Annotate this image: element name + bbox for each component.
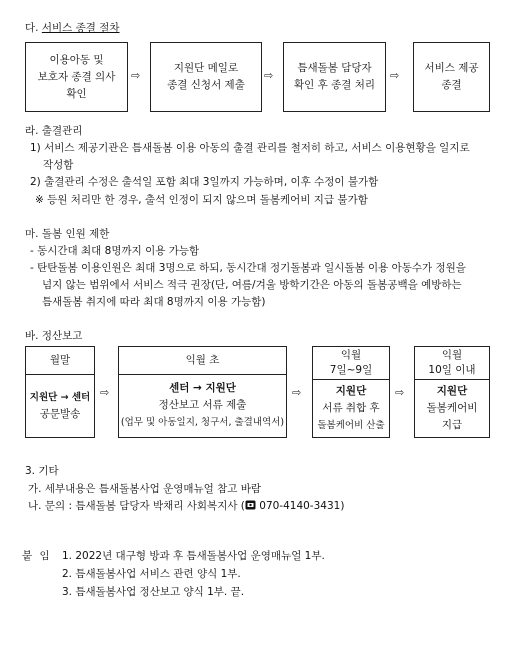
section-title: 서비스 종결 절차 xyxy=(41,22,120,34)
step-line: 종결 신청서 제출 xyxy=(167,79,245,91)
step-action: 공문발송 xyxy=(39,407,81,420)
attachment-item: 3. 틈새돌봄사업 정산보고 양식 1부. 끝. xyxy=(62,586,245,598)
closure-step-2 xyxy=(150,42,262,112)
section-heading-closure xyxy=(25,20,120,35)
other-item-ga: 가. 세부내용은 틈새돌봄사업 운영매뉴얼 참고 바람 xyxy=(28,483,262,495)
attendance-note: ※ 등원 처리만 한 경우, 출석 인정이 되지 않으며 돌봄케어비 지급 불가함 xyxy=(35,194,368,206)
contact-text: 나. 문의 : 틈새돌봄 담당자 박채리 사회복지사 ( xyxy=(28,500,245,512)
step-line: 서비스 제공 xyxy=(424,62,479,74)
step-timing: 익월 초 xyxy=(185,354,220,366)
attachment-item: 1. 2022년 대구형 방과 후 틈새돌봄사업 운영매뉴얼 1부. xyxy=(62,550,325,562)
closure-step-1 xyxy=(25,42,128,112)
settlement-step-2 xyxy=(118,346,287,438)
closure-step-3 xyxy=(283,42,386,112)
step-action: 서류 취합 후 xyxy=(322,401,380,414)
step-actor: 지원단 → 센터 xyxy=(29,391,91,403)
section-heading-capacity: 마. 돌봄 인원 제한 xyxy=(25,228,110,240)
attachments-label: 붙 임 xyxy=(22,550,52,562)
step-timing: 익월 xyxy=(340,349,362,361)
settlement-step-3 xyxy=(312,346,390,438)
step-timing: 익월 xyxy=(441,349,463,361)
settlement-step-4 xyxy=(414,346,490,438)
right-arrow-icon: ⇨ xyxy=(100,386,110,399)
step-line: 지원단 메일로 xyxy=(173,62,239,74)
step-action: 지급 xyxy=(441,418,463,431)
section-heading-other: 3. 기타 xyxy=(25,465,59,477)
step-actor: 센터 → 지원단 xyxy=(169,382,236,394)
step-action-detail: (업무 및 아동일지, 청구서, 출결내역서) xyxy=(120,417,285,428)
right-arrow-icon: ⇨ xyxy=(292,386,302,399)
step-timing: 7일~9일 xyxy=(329,364,373,376)
attachment-item: 2. 틈새돌봄사업 서비스 관련 양식 1부. xyxy=(62,568,241,580)
step-timing: 10일 이내 xyxy=(428,364,476,376)
step-line: 보호자 종결 의사 xyxy=(37,70,116,83)
step-line: 틈새돌봄 담당자 xyxy=(297,62,372,74)
step-actor: 지원단 xyxy=(335,384,367,397)
other-item-na xyxy=(28,498,344,513)
step-line: 종결 xyxy=(441,79,462,91)
right-arrow-icon: ⇨ xyxy=(131,69,141,82)
section-heading-settlement: 바. 정산보고 xyxy=(25,330,83,342)
step-action: 정산보고 서류 제출 xyxy=(158,399,247,411)
attendance-item-1-cont: 작성함 xyxy=(43,159,74,171)
step-action: 돌봄케어비 산출 xyxy=(317,419,385,431)
step-actor: 지원단 xyxy=(436,384,468,397)
step-timing: 월말 xyxy=(49,354,71,366)
section-prefix: 다. xyxy=(25,22,39,34)
phone-icon xyxy=(245,500,256,513)
step-line: 확인 xyxy=(66,87,87,100)
contact-phone: 070-4140-3431) xyxy=(255,500,345,512)
step-line: 이용아동 및 xyxy=(49,53,104,66)
closure-step-4 xyxy=(413,42,490,112)
capacity-item-2-cont: 넘지 않는 범위에서 서비스 적극 권장(단, 여름/겨울 방학기간은 아동의 돌봄공백을 예방하는 xyxy=(42,279,462,291)
capacity-item-2: - 탄탄돌봄 이용인원은 최대 3명으로 하되, 동시간대 정기돌봄과 일시돌봄 이용 아동수가 정원을 xyxy=(30,262,466,274)
right-arrow-icon: ⇨ xyxy=(395,386,405,399)
capacity-item-1: - 동시간대 최대 8명까지 이용 가능함 xyxy=(30,245,200,257)
right-arrow-icon: ⇨ xyxy=(390,69,400,82)
attendance-item-1: 1) 서비스 제공기관은 틈새돌봄 이용 아동의 출결 관리를 철저히 하고, 서비스 이용현황을 일지로 xyxy=(30,142,470,154)
right-arrow-icon: ⇨ xyxy=(264,69,274,82)
capacity-item-2-cont: 틈새돌봄 취지에 따라 최대 8명까지 이용 가능함) xyxy=(42,296,266,308)
step-action: 돌봄케어비 xyxy=(426,401,478,414)
attendance-item-2: 2) 출결관리 수정은 출석일 포함 최대 3일까지 가능하며, 이후 수정이 불가함 xyxy=(30,176,379,188)
step-line: 확인 후 종결 처리 xyxy=(293,79,375,91)
settlement-step-1 xyxy=(25,346,95,438)
section-heading-attendance: 라. 출결관리 xyxy=(25,125,83,137)
